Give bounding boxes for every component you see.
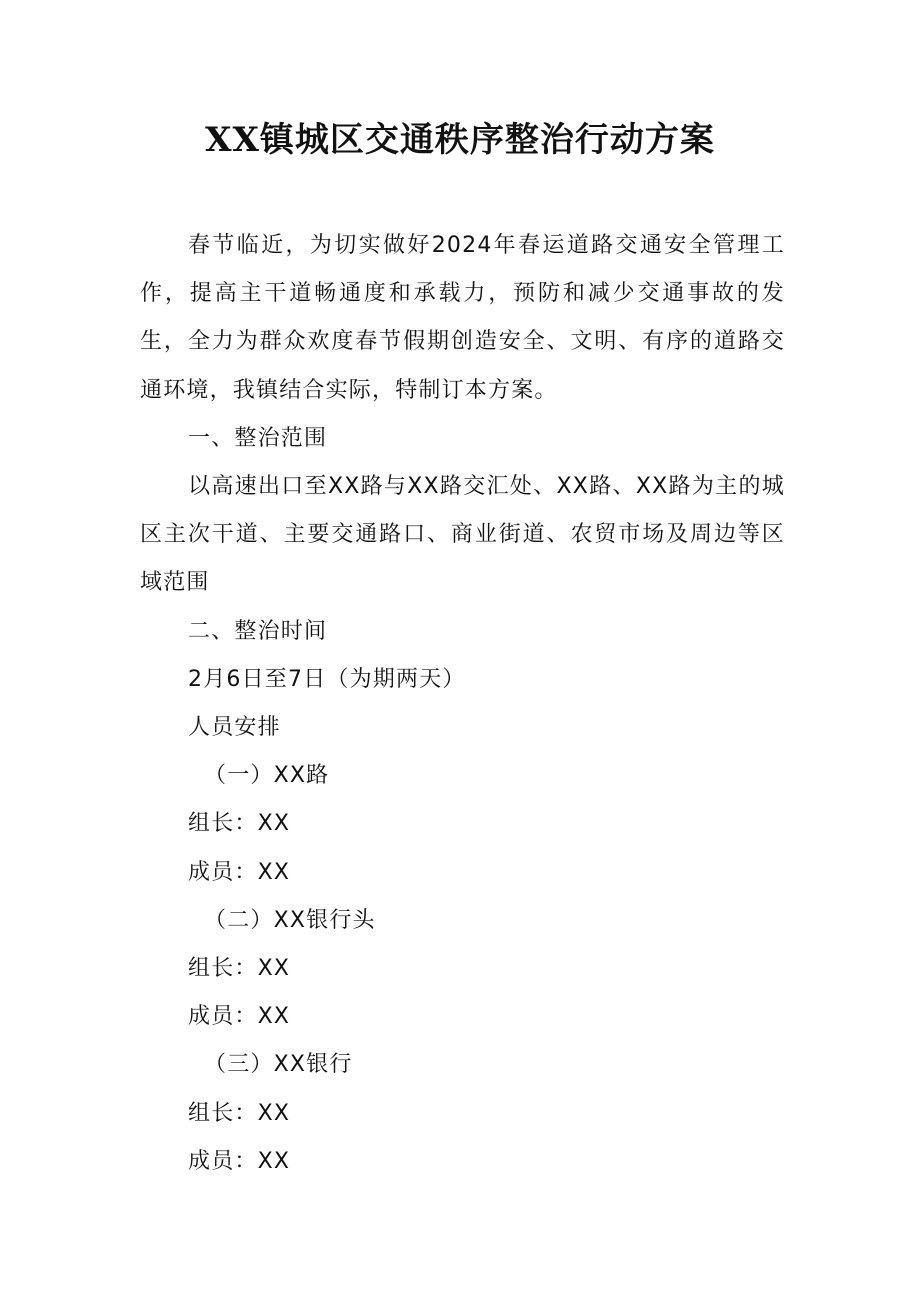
group-leader: 组长：XX	[188, 1100, 291, 1126]
group-name: （二）XX银行头	[204, 907, 376, 933]
group-members: 成员：XX	[188, 1148, 291, 1174]
document-title: XX镇城区交通秩序整治行动方案	[205, 120, 715, 160]
section-heading-time: 二、整治时间	[188, 618, 328, 644]
group-leader: 组长：XX	[188, 811, 291, 837]
group-leader: 组长：XX	[188, 956, 291, 982]
group-name: （一）XX路	[204, 763, 330, 789]
scope-paragraph: 以高速出口至XX路与XX路交汇处、XX路、XX路为主的城区主次干道、主要交通路口、商业街道、农贸市场及周边等区域范围	[140, 474, 785, 596]
document-body	[140, 222, 785, 1186]
group-members: 成员：XX	[188, 859, 291, 885]
intro-paragraph: 春节临近，为切实做好2024年春运道路交通安全管理工作，提高主干道畅通度和承载力，预防和减少交通事故的发生，全力为群众欢度春节假期创造安全、文明、有序的道路交通环境，我镇结合实际，特制订本方案。	[140, 233, 785, 403]
staff-heading: 人员安排	[188, 715, 281, 741]
section-heading-scope: 一、整治范围	[188, 425, 328, 451]
group-members: 成员：XX	[188, 1004, 291, 1030]
time-paragraph: 2月6日至7日（为期两天）	[188, 666, 466, 692]
group-name: （三）XX银行	[204, 1052, 353, 1078]
